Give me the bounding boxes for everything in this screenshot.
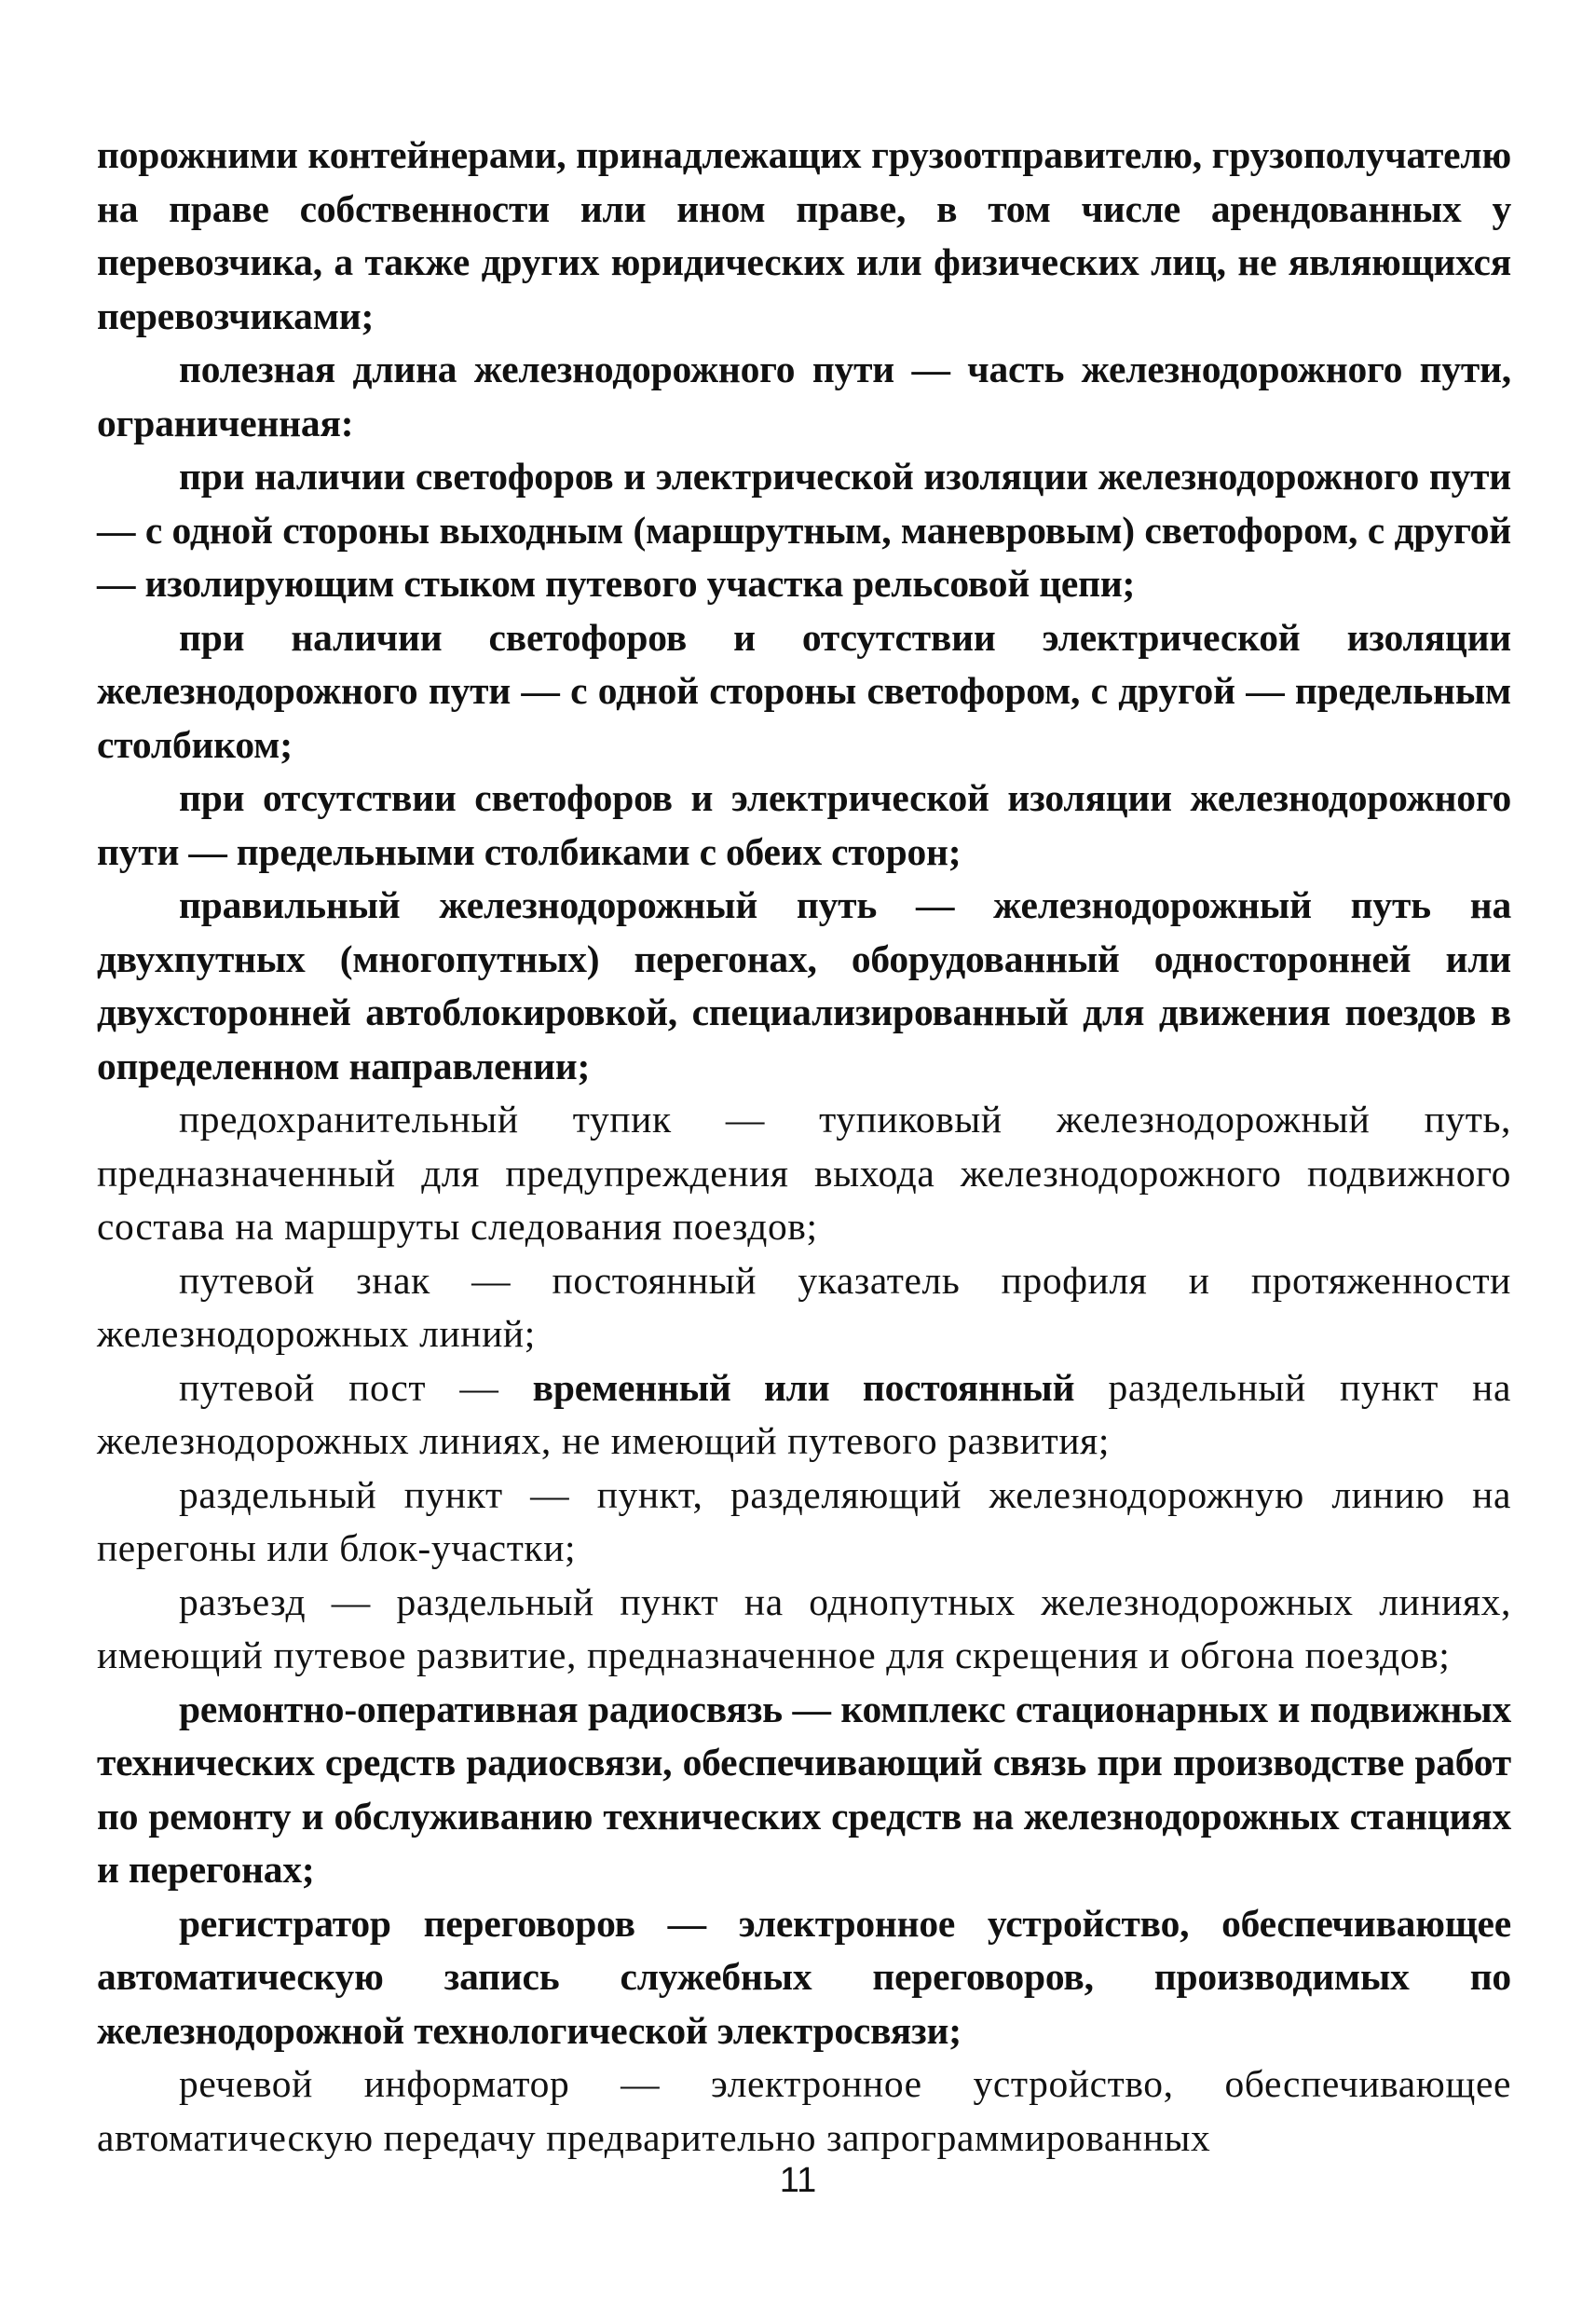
paragraph-signals-without-insulation xyxy=(97,611,1511,772)
paragraph-no-signals xyxy=(97,772,1511,879)
paragraph-separation-point xyxy=(97,1469,1511,1576)
paragraph-text: ремонтно-оперативная радиосвязь — комплекс стационарных и подвижных технических средств радиосвязи, обеспечивающий связь при производстве работ по ремонту и обслуживанию технических средств на железнодорожных станциях и перегонах; xyxy=(97,1687,1511,1891)
paragraph-call-recorder xyxy=(97,1897,1511,2058)
paragraph-text-tail: раздельный пункт на железнодорожных линиях, не имеющий путевого развития; xyxy=(97,1365,1511,1462)
paragraph-signals-with-insulation xyxy=(97,450,1511,611)
paragraph-text-emphasis: временный или постоянный xyxy=(532,1365,1075,1409)
paragraph-text: порожними контейнерами, принадлежащих грузоотправителю, грузополучателю на праве собственности или ином праве, в том числе арендованных у перевозчика, а также других юридических или физических лиц, не являющихся перевозчиками; xyxy=(97,133,1511,337)
paragraph-text: при отсутствии светофоров и электрической изоляции железнодорожного пути — предельными столбиками с обеих сторон; xyxy=(97,776,1511,873)
page-number: 11 xyxy=(779,2161,817,2200)
paragraph-siding xyxy=(97,1576,1511,1683)
body-text xyxy=(97,129,1511,2165)
paragraph-text: регистратор переговоров — электронное устройство, обеспечивающее автоматическую запись служебных переговоров, производимых по железнодорожной технологической электросвязи; xyxy=(97,1901,1511,2052)
paragraph-text: раздельный пункт — пункт, разделяющий железнодорожную линию на перегоны или блок-участки; xyxy=(97,1472,1511,1569)
paragraph-text: предохранительный тупик — тупиковый железнодорожный путь, предназначенный для предупреждения выхода железнодорожного подвижного состава на маршруты следования поездов; xyxy=(97,1098,1511,1248)
paragraph-text: речевой информатор — электронное устройство, обеспечивающее автоматическую передачу предварительно запрограммированных xyxy=(97,2062,1511,2159)
paragraph-text-lead: путевой пост — xyxy=(179,1365,533,1409)
paragraph-text: разъезд — раздельный пункт на однопутных железнодорожных линиях, имеющий путевое развитие, предназначенное для скрещения и обгона поездов; xyxy=(97,1579,1511,1676)
paragraph-track-post xyxy=(97,1361,1511,1469)
paragraph-voice-informer xyxy=(97,2057,1511,2165)
paragraph-cargo-containers xyxy=(97,129,1511,343)
paragraph-text: путевой знак — постоянный указатель профиля и протяженности железнодорожных линий; xyxy=(97,1258,1511,1355)
paragraph-text: при наличии светофоров и электрической изоляции железнодорожного пути — с одной стороны выходным (маршрутным, маневровым) светофором, с другой — изолирующим стыком путевого участка рельсовой цепи; xyxy=(97,455,1511,605)
paragraph-useful-track-length xyxy=(97,343,1511,450)
paragraph-text: при наличии светофоров и отсутствии электрической изоляции железнодорожного пути — с одной стороны светофором, с другой — предельным столбиком; xyxy=(97,615,1511,766)
paragraph-text: полезная длина железнодорожного пути — часть железнодорожного пути, ограниченная: xyxy=(97,348,1511,444)
paragraph-safety-dead-end xyxy=(97,1093,1511,1254)
paragraph-correct-track xyxy=(97,879,1511,1093)
paragraph-text: правильный железнодорожный путь — железнодорожный путь на двухпутных (многопутных) перегонах, оборудованный односторонней или двухсторонней автоблокировкой, специализированный для движения поездов в определенном направлении; xyxy=(97,883,1511,1087)
paragraph-repair-radio xyxy=(97,1683,1511,1897)
paragraph-track-sign xyxy=(97,1254,1511,1361)
